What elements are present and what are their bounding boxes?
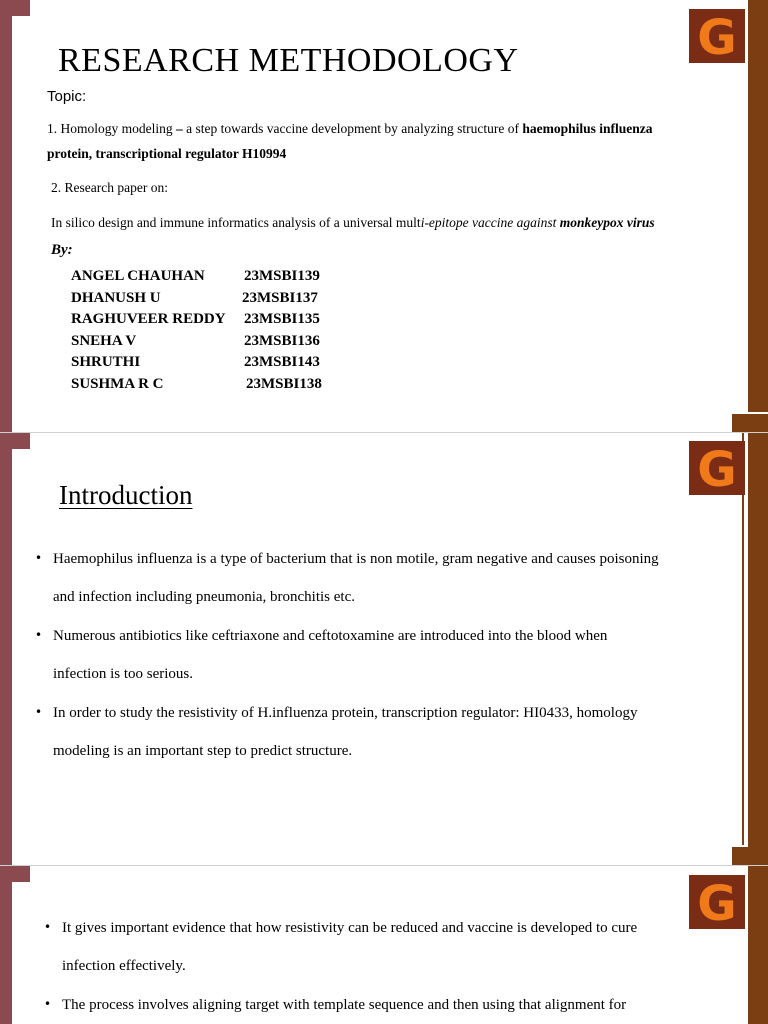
bullet-text: It gives important evidence that how resistivity can be reduced and vaccine is developed to cure — [62, 920, 638, 936]
paper-title-italic: i-epitope vaccine against — [420, 215, 560, 230]
page-title: RESEARCH METHODOLOGY — [58, 42, 519, 79]
author-name: SNEHA V — [71, 332, 137, 349]
g-logo-icon — [689, 875, 745, 929]
right-border — [748, 433, 768, 847]
bullet-continuation: modeling is an important step to predict structure. — [53, 743, 353, 759]
bullet-item — [44, 997, 627, 1014]
topic-item-1-dash: – — [176, 121, 183, 136]
topic-item-1-bold: haemophilus influenza — [522, 121, 653, 136]
bullet-icon: • — [44, 920, 52, 934]
right-border — [748, 866, 768, 1024]
bullet-continuation: and infection including pneumonia, bronchitis etc. — [53, 589, 356, 605]
author-name: RAGHUVEER REDDY — [71, 311, 226, 327]
left-border — [0, 0, 12, 432]
bullet-item — [35, 628, 608, 645]
bullet-item — [44, 920, 638, 937]
topic-item-1 — [47, 121, 653, 137]
logo-letter: G — [697, 442, 737, 495]
g-logo-icon — [689, 441, 745, 495]
left-border-cap — [0, 866, 30, 882]
bullet-item — [35, 705, 638, 722]
author-name: ANGEL CHAUHAN — [71, 268, 205, 284]
author-name: DHANUSH U — [71, 289, 161, 306]
bullet-text: Haemophilus influenza is a type of bacterium that is non motile, gram negative and causes poisoning — [53, 551, 659, 567]
author-id: 23MSBI135 — [244, 311, 320, 327]
bullet-item — [35, 551, 659, 568]
author-id: 23MSBI138 — [246, 375, 322, 392]
topic-item-1-text: 1. Homology modeling — [47, 121, 176, 136]
paper-title-text: In silico design and immune informatics analysis of a universal mult — [51, 215, 421, 230]
logo-letter: G — [697, 876, 737, 929]
bullet-continuation: infection effectively. — [62, 958, 186, 974]
bullet-text: In order to study the resistivity of H.influenza protein, transcription regulator: HI0433, homology — [53, 705, 638, 721]
left-border — [0, 433, 12, 865]
logo-letter: G — [697, 10, 737, 63]
bullet-icon: • — [35, 628, 43, 642]
slide-title — [0, 0, 768, 432]
bullet-text: The process involves aligning target with template sequence and then using that alignment for — [62, 997, 627, 1013]
author-id: 23MSBI143 — [244, 354, 320, 370]
left-border — [0, 866, 12, 1024]
g-logo-icon — [689, 9, 745, 63]
topic-item-2: 2. Research paper on: — [51, 180, 168, 195]
bullet-continuation: infection is too serious. — [53, 666, 193, 682]
topic-label: Topic: — [47, 88, 87, 105]
paper-title-bold: monkeypox virus — [559, 215, 655, 230]
left-border-cap — [0, 0, 30, 16]
by-label: By: — [51, 242, 73, 258]
right-border-foot — [732, 847, 768, 865]
bullet-icon: • — [35, 551, 43, 565]
bullet-icon: • — [44, 997, 52, 1011]
author-name: SUSHMA R C — [71, 375, 164, 392]
author-name: SHRUTHI — [71, 354, 141, 370]
right-border-foot — [732, 414, 768, 432]
topic-item-1-text-b: a step towards vaccine development by analyzing structure of — [182, 121, 523, 136]
topic-item-1-line2: protein, transcriptional regulator H10994 — [47, 146, 287, 161]
right-border — [748, 0, 768, 412]
bullet-icon: • — [35, 705, 43, 719]
left-border-cap — [0, 433, 30, 449]
bullet-text: Numerous antibiotics like ceftriaxone and ceftotoxamine are introduced into the blood when — [53, 628, 608, 644]
section-heading: Introduction — [59, 480, 193, 510]
author-id: 23MSBI137 — [242, 289, 318, 306]
author-id: 23MSBI139 — [244, 268, 320, 284]
slide-continuation — [0, 866, 768, 1024]
paper-title — [51, 215, 655, 231]
author-id: 23MSBI136 — [244, 332, 320, 349]
slide-introduction — [0, 433, 768, 865]
